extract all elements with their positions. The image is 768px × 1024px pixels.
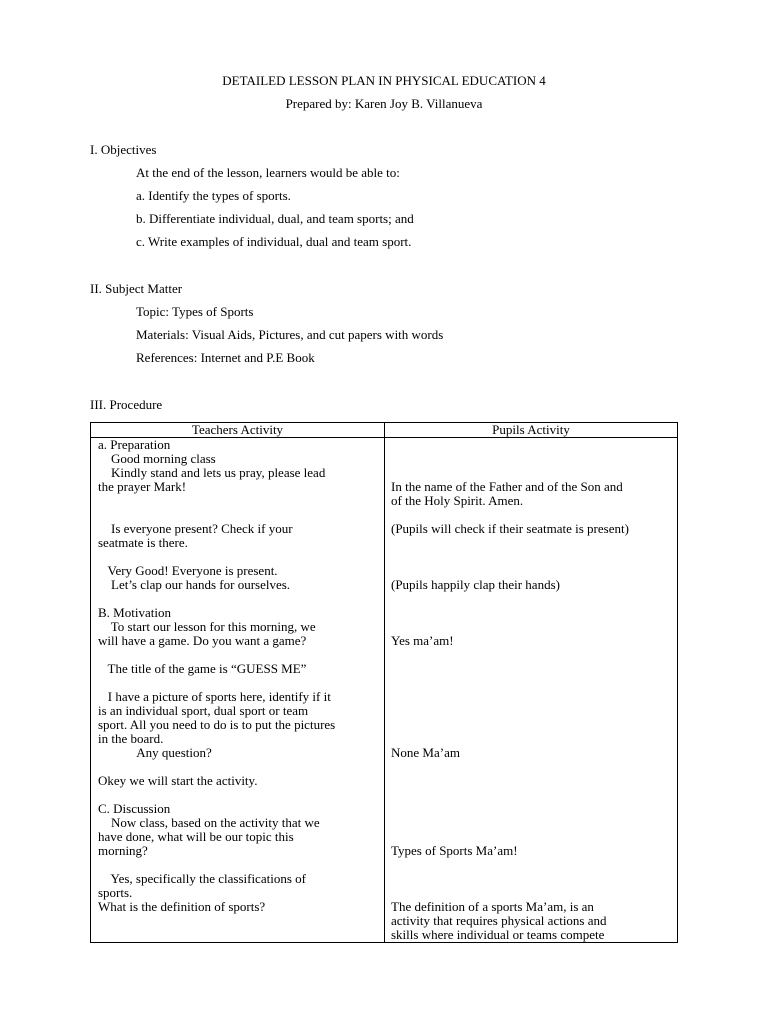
teacher-line: a. Preparation — [98, 437, 171, 452]
teacher-line: have done, what will be our topic this — [98, 829, 294, 844]
document-title: DETAILED LESSON PLAN IN PHYSICAL EDUCATION 4 — [222, 73, 546, 88]
teacher-line: morning? — [98, 843, 148, 858]
teacher-line: in the board. — [98, 731, 164, 746]
teacher-line: is an individual sport, dual sport or team — [98, 703, 309, 718]
teacher-line: Is everyone present? Check if your — [98, 521, 293, 536]
subject-references: References: Internet and P.E Book — [136, 350, 315, 365]
teacher-line: Good morning class — [98, 451, 216, 466]
teacher-line: Any question? — [98, 745, 212, 760]
pupil-line: Yes ma’am! — [391, 633, 454, 648]
teacher-line: sport. All you need to do is to put the pictures — [98, 717, 336, 732]
pupil-line: (Pupils happily clap their hands) — [391, 577, 560, 592]
pupil-line: activity that requires physical actions and — [391, 913, 607, 928]
teacher-column-header: Teachers Activity — [191, 422, 284, 437]
teacher-line: seatmate is there. — [98, 535, 188, 550]
pupil-line: None Ma’am — [391, 745, 460, 760]
prepared-by: Prepared by: Karen Joy B. Villanueva — [285, 96, 483, 111]
pupil-line: Types of Sports Ma’am! — [391, 843, 518, 858]
objective-item: b. Differentiate individual, dual, and team sports; and — [136, 211, 414, 226]
teacher-line: C. Discussion — [98, 801, 171, 816]
subject-topic: Topic: Types of Sports — [136, 304, 254, 319]
teacher-line: will have a game. Do you want a game? — [98, 633, 307, 648]
teacher-line: the prayer Mark! — [98, 479, 187, 494]
procedure-heading: III. Procedure — [90, 397, 163, 412]
teacher-line: What is the definition of sports? — [98, 899, 266, 914]
subject-matter-heading: II. Subject Matter — [90, 281, 183, 296]
pupil-line: In the name of the Father and of the Son and — [391, 479, 623, 494]
subject-materials: Materials: Visual Aids, Pictures, and cut papers with words — [136, 327, 444, 342]
teacher-line: sports. — [98, 885, 133, 900]
objective-item: a. Identify the types of sports. — [136, 188, 291, 203]
pupil-line: of the Holy Spirit. Amen. — [391, 493, 524, 508]
teacher-line: To start our lesson for this morning, we — [98, 619, 316, 634]
teacher-line: Now class, based on the activity that we — [98, 815, 320, 830]
teacher-line: I have a picture of sports here, identify if it — [98, 689, 331, 704]
teacher-line: Yes, specifically the classifications of — [98, 871, 306, 886]
column-divider — [384, 423, 385, 942]
teacher-line: B. Motivation — [98, 605, 171, 620]
teacher-line: Let’s clap our hands for ourselves. — [98, 577, 291, 592]
teacher-line: Kindly stand and lets us pray, please lead — [98, 465, 326, 480]
pupil-line: skills where individual or teams compete — [391, 927, 605, 942]
objective-item: c. Write examples of individual, dual and team sport. — [136, 234, 412, 249]
objectives-intro: At the end of the lesson, learners would be able to: — [136, 165, 400, 180]
pupil-column-header: Pupils Activity — [492, 422, 570, 437]
teacher-line: The title of the game is “GUESS ME” — [98, 661, 307, 676]
pupil-line: The definition of a sports Ma’am, is an — [391, 899, 594, 914]
teacher-line: Very Good! Everyone is present. — [98, 563, 278, 578]
pupil-line: (Pupils will check if their seatmate is present) — [391, 521, 629, 536]
procedure-table — [90, 422, 678, 943]
teacher-line: Okey we will start the activity. — [98, 773, 258, 788]
objectives-heading: I. Objectives — [90, 142, 157, 157]
